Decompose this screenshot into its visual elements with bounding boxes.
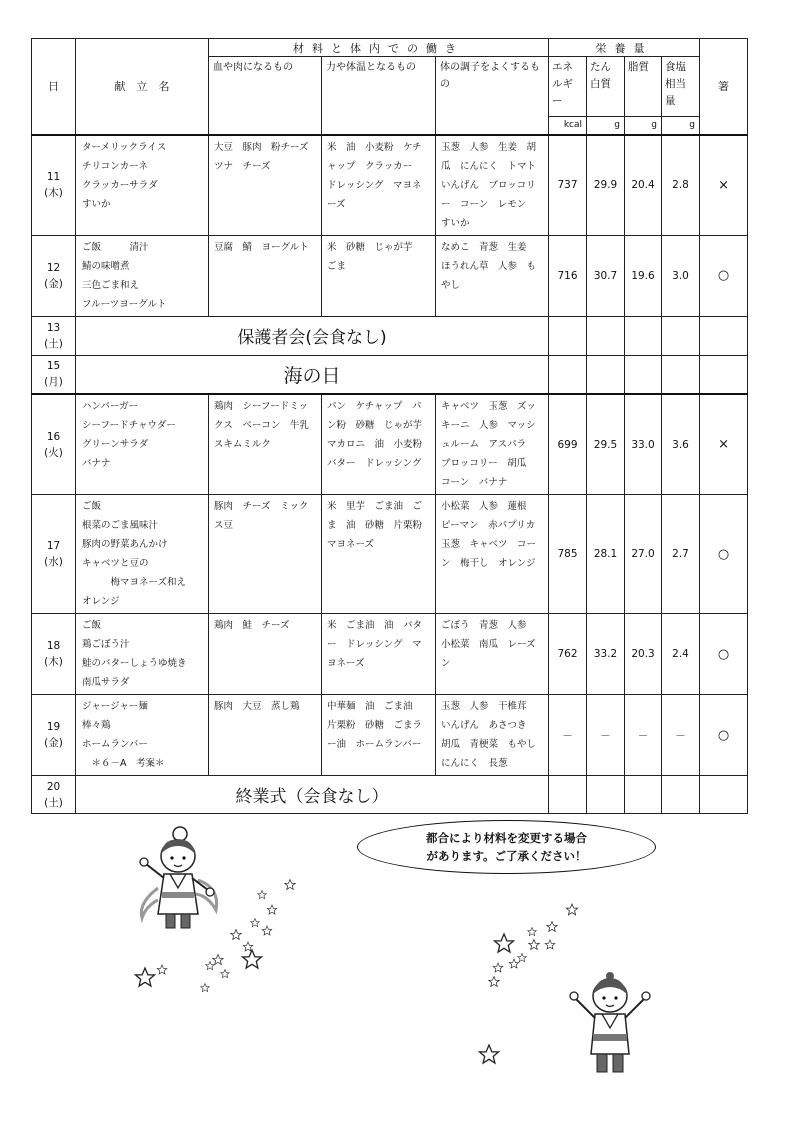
meal-protein: 30.7 — [587, 235, 625, 316]
meal-yellow-food: 米 砂糖 じゃが芋 ごま — [322, 235, 436, 316]
header-nutrition-group: 栄養量 — [549, 39, 700, 57]
meal-yellow-food: パン ケチャップ パン粉 砂糖 じゃが芋 マカロニ 油 小麦粉 バター ドレッシング — [322, 394, 436, 495]
meal-protein: － — [587, 695, 625, 776]
meal-fat: 19.6 — [625, 235, 662, 316]
meal-yellow-food: 米 油 小麦粉 ケチャップ クラッカー ドレッシング マヨネーズ — [322, 135, 436, 236]
meal-energy: 785 — [549, 495, 587, 614]
meal-date: 11 (木) — [32, 135, 76, 236]
meal-protein: 29.9 — [587, 135, 625, 236]
meal-yellow-food: 中華麺 油 ごま油 片栗粉 砂糖 ごまラー油 ホームランバー — [322, 695, 436, 776]
meal-menu: ターメリックライス チリコンカーネ クラッカーサラダ すいか — [76, 135, 209, 236]
event-label: 終業式（会食なし） — [76, 776, 549, 814]
meal-chopsticks: ○ — [700, 614, 748, 695]
header-fat: 脂質 — [625, 57, 662, 117]
meal-green-food: キャベツ 玉葱 ズッキーニ 人参 マッシュルーム アスパラ ブロッコリー 胡瓜 コーン バナナ — [436, 394, 549, 495]
meal-red-food: 鶏肉 鮭 チーズ — [209, 614, 322, 695]
meal-green-food: 小松菜 人参 蓮根 ピーマン 赤パプリカ 玉葱 キャベツ コーン 梅干し オレンジ — [436, 495, 549, 614]
meal-menu: ご飯 鶏ごぼう汁 鮭のバターしょうゆ焼き 南瓜サラダ — [76, 614, 209, 695]
header-protein: たん白質 — [587, 57, 625, 117]
meal-red-food: 大豆 豚肉 粉チーズ ツナ チーズ — [209, 135, 322, 236]
meal-energy: － — [549, 695, 587, 776]
unit-salt: g — [662, 117, 700, 135]
meal-salt: － — [662, 695, 700, 776]
meal-chopsticks: ○ — [700, 495, 748, 614]
meal-green-food: ごぼう 青葱 人参 小松菜 南瓜 レーズン — [436, 614, 549, 695]
meal-green-food: 玉葱 人参 生姜 胡瓜 にんにく トマト いんげん ブロッコリー コーン レモン すいか — [436, 135, 549, 236]
unit-protein: g — [587, 117, 625, 135]
meal-salt: 3.0 — [662, 235, 700, 316]
star-icon — [136, 880, 578, 1064]
meal-yellow-food: 米 ごま油 油 バター ドレッシング マヨネーズ — [322, 614, 436, 695]
event-label: 保護者会(会食なし) — [76, 316, 549, 355]
meal-chopsticks: × — [700, 135, 748, 236]
meal-fat: － — [625, 695, 662, 776]
meal-menu: ハンバーガー シーフードチャウダー グリーンサラダ バナナ — [76, 394, 209, 495]
header-menu-name: 献 立 名 — [76, 39, 209, 135]
meal-salt: 3.6 — [662, 394, 700, 495]
meal-protein: 29.5 — [587, 394, 625, 495]
meal-menu: ご飯 清汁 鯖の味噌煮 三色ごま和え フルーツヨーグルト — [76, 235, 209, 316]
meal-red-food: 鶏肉 シーフードミックス ベーコン 牛乳 スキムミルク — [209, 394, 322, 495]
meal-chopsticks: ○ — [700, 695, 748, 776]
meal-menu: ジャージャー麺 棒々鶏 ホームランバー ＊６－A 考案＊ — [76, 695, 209, 776]
meal-chopsticks: × — [700, 394, 748, 495]
notice-line: があります。ご了承ください！ — [426, 849, 587, 863]
header-ingredients-group: 材料と体内での働き — [209, 39, 549, 57]
event-label: 海の日 — [76, 355, 549, 394]
meal-energy: 737 — [549, 135, 587, 236]
meal-energy: 716 — [549, 235, 587, 316]
meal-fat: 33.0 — [625, 394, 662, 495]
meal-fat: 27.0 — [625, 495, 662, 614]
header-yellow-food: 力や体温となるもの — [322, 57, 436, 135]
unit-fat: g — [625, 117, 662, 135]
meal-yellow-food: 米 里芋 ごま油 ごま 油 砂糖 片栗粉 マヨネーズ — [322, 495, 436, 614]
meal-red-food: 豆腐 鯖 ヨーグルト — [209, 235, 322, 316]
header-salt: 食塩相当量 — [662, 57, 700, 117]
header-chopsticks: 箸 — [700, 39, 748, 135]
meal-green-food: なめこ 青葱 生姜 ほうれん草 人参 もやし — [436, 235, 549, 316]
notice-line: 都合により材料を変更する場合 — [426, 831, 587, 845]
header-red-food: 血や肉になるもの — [209, 57, 322, 135]
meal-salt: 2.8 — [662, 135, 700, 236]
meal-protein: 33.2 — [587, 614, 625, 695]
meal-chopsticks: ○ — [700, 235, 748, 316]
header-green-food: 体の調子をよくするもの — [436, 57, 549, 135]
meal-date: 12 (金) — [32, 235, 76, 316]
meal-green-food: 玉葱 人参 干椎茸 いんげん あさつき 胡瓜 青梗菜 もやし にんにく 長葱 — [436, 695, 549, 776]
meal-date: 16 (火) — [32, 394, 76, 495]
meal-fat: 20.3 — [625, 614, 662, 695]
event-date: 20 (土) — [32, 776, 76, 814]
meal-date: 18 (木) — [32, 614, 76, 695]
event-date: 15 (月) — [32, 355, 76, 394]
header-day: 日 — [32, 39, 76, 135]
meal-date: 17 (水) — [32, 495, 76, 614]
meal-menu: ご飯 根菜のごま風味汁 豚肉の野菜あんかけ キャベツと豆の 梅マヨネーズ和え オレンジ — [76, 495, 209, 614]
meal-date: 19 (金) — [32, 695, 76, 776]
unit-energy: kcal — [549, 117, 587, 135]
meal-red-food: 豚肉 大豆 蒸し鶏 — [209, 695, 322, 776]
meal-protein: 28.1 — [587, 495, 625, 614]
event-date: 13 (土) — [32, 316, 76, 355]
header-energy: エネルギー — [549, 57, 587, 117]
meal-fat: 20.4 — [625, 135, 662, 236]
meal-salt: 2.7 — [662, 495, 700, 614]
meal-energy: 699 — [549, 394, 587, 495]
meal-energy: 762 — [549, 614, 587, 695]
meal-salt: 2.4 — [662, 614, 700, 695]
meal-red-food: 豚肉 チーズ ミックス豆 — [209, 495, 322, 614]
